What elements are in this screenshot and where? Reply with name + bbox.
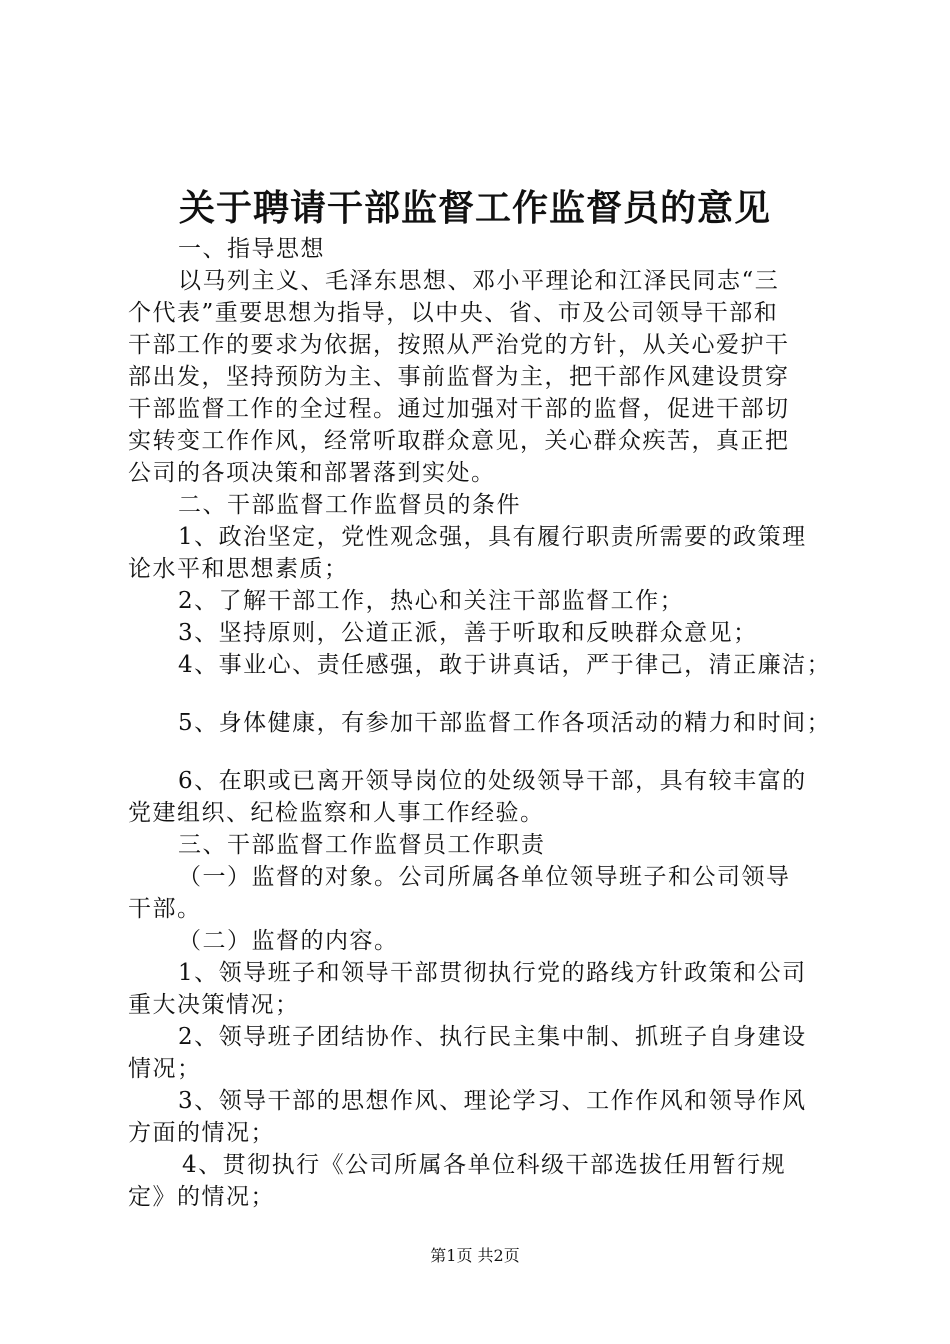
- list-item-line: 2、了解干部工作，热心和关注干部监督工作；: [178, 588, 685, 614]
- list-item-line: 4、事业心、责任感强，敢于讲真话，严于律己，清正廉洁；: [178, 652, 832, 678]
- paragraph-line: 个代表”重要思想为指导，以中央、省、市及公司领导干部和: [128, 300, 779, 326]
- list-item-line: 2、领导班子团结协作、执行民主集中制、抓班子自身建设: [178, 1024, 807, 1050]
- list-item-line: 论水平和思想素质；: [128, 556, 349, 582]
- list-item-line: 方面的情况；: [128, 1120, 275, 1146]
- section-heading-guiding-ideology: 一、指导思想: [178, 236, 325, 262]
- paragraph-line: 实转变工作作风，经常听取群众意见，关心群众疾苦，真正把: [128, 428, 790, 454]
- list-item-line: 1、领导班子和领导干部贯彻执行党的路线方针政策和公司: [178, 960, 807, 986]
- paragraph-line: 干部监督工作的全过程。通过加强对干部的监督，促进干部切: [128, 396, 790, 422]
- paragraph-line: 以马列主义、毛泽东思想、邓小平理论和江泽民同志“三: [178, 268, 780, 294]
- document-body: [128, 233, 838, 1213]
- page-number-footer: 第1页 共2页: [430, 1246, 520, 1265]
- paragraph-line: 公司的各项决策和部署落到实处。: [128, 460, 496, 486]
- subsection-heading: （二）监督的内容。: [178, 928, 399, 954]
- paragraph-line: 部出发，坚持预防为主、事前监督为主，把干部作风建设贯穿: [128, 364, 790, 390]
- list-item-line: 5、身体健康，有参加干部监督工作各项活动的精力和时间；: [178, 710, 832, 736]
- blank-spacer: [128, 681, 838, 707]
- list-item-line: 重大决策情况；: [128, 992, 300, 1018]
- section-heading-conditions: 二、干部监督工作监督员的条件: [178, 492, 521, 518]
- document-title: 关于聘请干部监督工作监督员的意见: [178, 187, 771, 229]
- list-item-line: 党建组织、纪检监察和人事工作经验。: [128, 800, 545, 826]
- list-item-line: 情况；: [128, 1056, 202, 1082]
- list-item-line: 4、贯彻执行《公司所属各单位科级干部选拔任用暂行规: [182, 1152, 787, 1178]
- list-item-line: 3、领导干部的思想作风、理论学习、工作作风和领导作风: [178, 1088, 807, 1114]
- list-item-line: 6、在职或已离开领导岗位的处级领导干部，具有较丰富的: [178, 768, 807, 794]
- blank-spacer: [128, 739, 838, 765]
- paragraph-line: 干部。: [128, 896, 202, 922]
- list-item-line: 3、坚持原则，公道正派，善于听取和反映群众意见；: [178, 620, 758, 646]
- list-item-line: 定》的情况；: [128, 1184, 275, 1210]
- list-item-line: 1、政治坚定，党性观念强，具有履行职责所需要的政策理: [178, 524, 807, 550]
- paragraph-line: （一）监督的对象。公司所属各单位领导班子和公司领导: [178, 864, 791, 890]
- paragraph-line: 干部工作的要求为依据，按照从严治党的方针，从关心爱护干: [128, 332, 790, 358]
- section-heading-duties: 三、干部监督工作监督员工作职责: [178, 832, 546, 858]
